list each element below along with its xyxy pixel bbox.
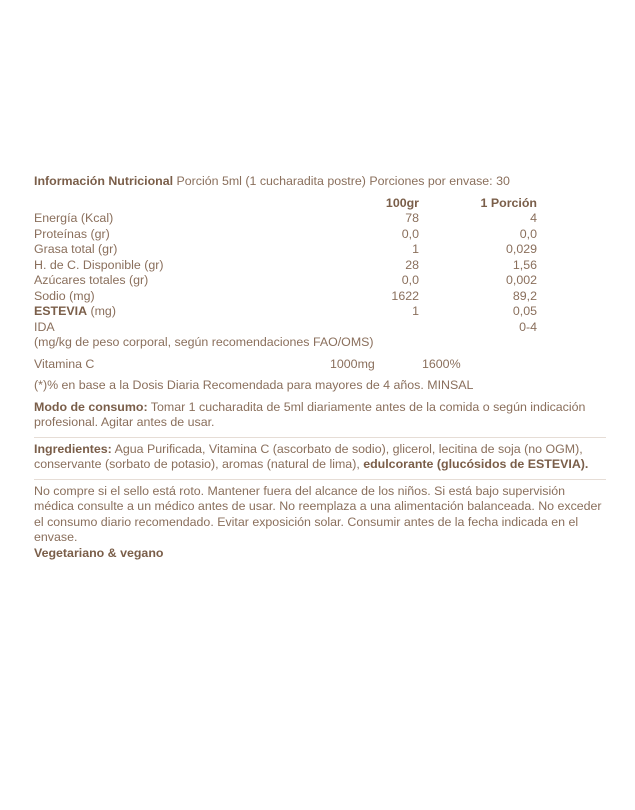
header-100gr: 100gr (385, 195, 419, 210)
table-row (34, 242, 537, 258)
row-portion: 0,0 (519, 226, 537, 241)
usage-title: Modo de consumo: (34, 399, 148, 414)
ida-portion: 0-4 (519, 319, 537, 334)
table-row (34, 273, 537, 289)
row-per100: 78 (405, 211, 419, 225)
row-label: Sodio (mg) (34, 288, 95, 303)
header-portion: 1 Porción (480, 195, 537, 210)
nutrition-heading (34, 174, 606, 190)
stevia-row (34, 304, 537, 320)
row-label: Azúcares totales (gr) (34, 273, 149, 287)
vitamin-row (34, 357, 606, 373)
row-label: Proteínas (gr) (34, 226, 110, 241)
table-row (34, 258, 537, 274)
ida-row (34, 320, 537, 336)
row-portion: 0,002 (505, 273, 537, 287)
divider (34, 437, 606, 438)
row-portion: 4 (530, 211, 537, 225)
ingredients-text: Agua Purificada, Vitamina C (ascorbato de sodio), glicerol, lecitina de soja (no OGM), conservante (sorbato de potasio), aromas (natural de lima), (34, 441, 583, 471)
stevia-unit: (mg) (87, 304, 116, 318)
stevia-bold: ESTEVIA (34, 304, 88, 318)
usage-paragraph (34, 400, 606, 431)
row-label: Grasa total (gr) (34, 242, 118, 256)
row-label: H. de C. Disponible (gr) (34, 257, 164, 272)
row-portion: 0,029 (505, 242, 537, 256)
nutrition-table (34, 196, 537, 336)
table-row (34, 211, 537, 227)
row-per100: 1622 (391, 288, 419, 303)
ingredients-sweetener: edulcorante (glucósidos de ESTEVIA). (363, 457, 589, 471)
header-empty (34, 196, 344, 212)
stevia-per100: 1 (412, 304, 419, 318)
ida-per100-empty (344, 320, 419, 336)
heading-title: Información Nutricional (34, 174, 174, 188)
table-header-row (34, 196, 537, 212)
vegan-label: Vegetariano & vegano (34, 545, 164, 560)
heading-portion: Porción 5ml (1 cucharadita postre) Porciones por envase: 30 (173, 174, 510, 188)
table-row (34, 227, 537, 243)
vitamin-portion: 1600% (422, 356, 461, 371)
nutrition-panel (34, 174, 606, 561)
ingredients-title: Ingredientes: (34, 441, 112, 456)
row-portion: 89,2 (512, 288, 537, 303)
row-per100: 0,0 (401, 273, 419, 287)
stevia-label (34, 304, 344, 320)
usage-text: Tomar 1 cucharadita de 5ml diariamente antes de la comida o según indicación profesional. Agitar antes de usar. (34, 399, 586, 429)
ida-label: IDA (34, 319, 55, 334)
ida-note: (mg/kg de peso corporal, según recomendaciones FAO/OMS) (34, 335, 374, 349)
row-per100: 0,0 (401, 226, 419, 241)
vitamin-per100: 1000mg (330, 356, 375, 371)
ingredients-paragraph (34, 442, 606, 473)
vitamin-label: Vitamina C (34, 356, 95, 371)
row-portion: 1,56 (512, 257, 537, 272)
warning-text: No compre si el sello está roto. Mantener fuera del alcance de los niños. Si está bajo supervisión médica consulte a un médico antes de usar. No reemplaza a una alimentación balanceada. No exceder el consumo diario recomendado. Evitar exposición solar. Consumir antes de la fecha indicada en el envase. (34, 483, 602, 544)
footnote: (*)% en base a la Dosis Diaria Recomendada para mayores de 4 años. MINSAL (34, 378, 474, 392)
table-row (34, 289, 537, 305)
row-label: Energía (Kcal) (34, 211, 114, 225)
divider (34, 479, 606, 480)
row-per100: 1 (412, 242, 419, 256)
row-per100: 28 (405, 257, 419, 272)
stevia-portion: 0,05 (512, 304, 537, 318)
